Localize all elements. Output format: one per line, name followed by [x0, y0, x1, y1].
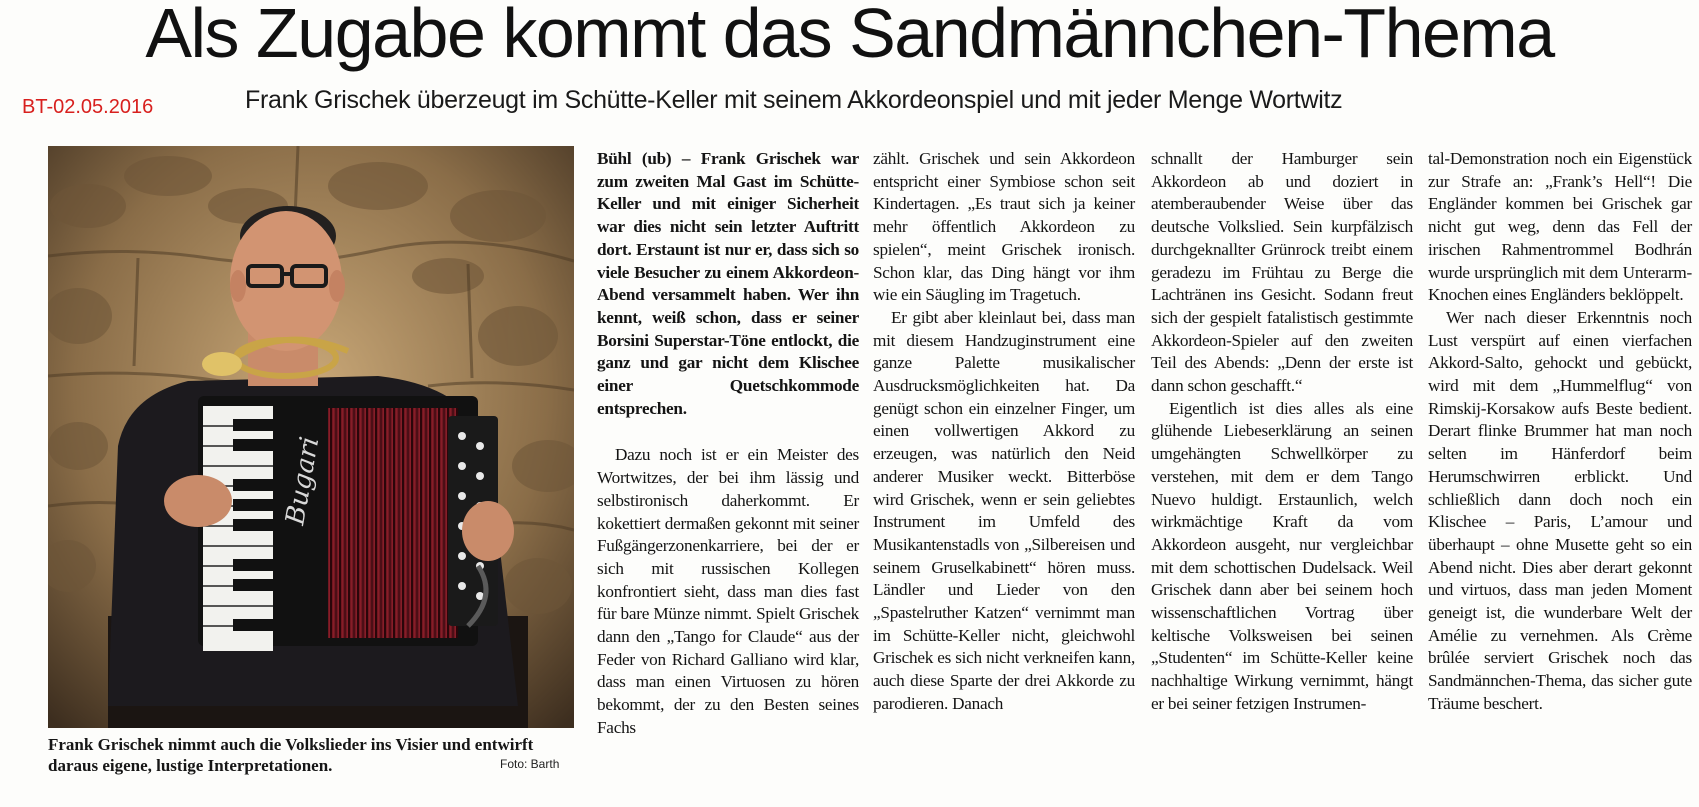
article-lead: Bühl (ub) – Frank Grischek war zum zweiten Mal Gast im Schütte-Keller und mit einiger Sicherheit war dies nicht sein letzter Auftritt dort. Erstaunt ist nur er, dass sich so viele Besucher zu einem Akkordeon-Abend versammelt haben. Wer ihn kennt, weiß schon, dass er seiner Borsini Superstar-Töne entlockt, die ganz und gar nicht dem Klischee einer Quetschkommode entsprechen.: [597, 149, 859, 418]
article-column-2: [873, 148, 1135, 716]
article-paragraph: Wer nach dieser Erkenntnis noch Lust verspürt auf einen vierfachen Akkord-Salto, gehockt und gebückt, wird mit dem „Hummelflug“ von Rimskij-Korsakow aufs Beste bedient. Derart flinke Brummer hat man noch selten im Hänferdorf beim Herumschwirren erblickt. Und schließlich dann doch noch ein Klischee – Paris, L’amour und überhaupt – ohne Musette geht so ein Abend nicht. Dies aber derart gekonnt und virtuos, dass man jeden Moment geneigt ist, die wunderbare Welt der Amélie zu vernehmen. Als Crème brûlée serviert Grischek noch das Sandmännchen-Thema, das sicher gute Träume beschert.: [1428, 307, 1692, 713]
article-paragraph: zählt. Grischek und sein Akkordeon entspricht einer Symbiose schon seit Kindertagen. „Es traut sich ja keiner mehr öffentlich Akkordeon zu spielen“, meint Grischek ironisch. Schon klar, das Ding hängt vor ihm wie ein Säugling im Tragetuch.: [873, 149, 1135, 305]
article-paragraph: schnallt der Hamburger sein Akkordeon ab und doziert in atemberaubender Weise über das deutsche Volkslied. Sein kurpfälzisch durchgeknallter Grünrock treibt einem geradezu im Frühtau zu Berge die Lachtränen ins Gesicht. Sodann freut sich der gespielt fatalistisch gestimmte Akkordeon-Spieler auf den zweiten Teil des Abends: „Denn der erste ist dann schon geschafft.“: [1151, 149, 1413, 396]
article-paragraph: tal-Demonstration noch ein Eigenstück zur Strafe an: „Frank’s Hell“! Die Engländer kommen bei Grischek gar nicht gut weg, denn das Fell der irischen Rahmentrommel Bodhrán wurde ursprünglich mit dem Unterarm-Knochen eines Engländers beklöppelt.: [1428, 149, 1692, 305]
publication-date: BT-02.05.2016: [22, 96, 154, 118]
article-paragraph: Eigentlich ist dies alles als eine glühende Liebeserklärung an seinen umgehängten Schwellkörper zu verstehen, mit dem er dem Tango Nuevo huldigt. Erstaunlich, welch wirkmächtige Kraft da vom Akkordeon ausgeht, nur vergleichbar mit dem schottischen Dudelsack. Weil Grischek dann aber bei seinem hoch wissenschaftlichen Vortrag über keltische Volksweisen bei seinen „Studenten“ im Schütte-Keller keine nachhaltige Wirkung vernimmt, hängt er bei seiner fetzigen Instrumen-: [1151, 398, 1413, 713]
article-column-3: [1151, 148, 1413, 716]
article-headline: Als Zugabe kommt das Sandmännchen-Thema: [145, 0, 1554, 72]
article-column-4: [1428, 148, 1692, 716]
article-photo: [48, 146, 574, 728]
photo-caption: Frank Grischek nimmt auch die Volkslieder ins Visier und entwirft daraus eigene, lustige Interpretationen.: [48, 735, 534, 775]
accordion-brand-logo: Bugari: [280, 434, 326, 528]
article-paragraph: Dazu noch ist er ein Meister des Wortwitzes, der bei ihm lässig und selbstironisch daherkommt. Er kokettiert dermaßen gekonnt mit seiner Fußgängerzonenkarriere, bei der er sich mit russischen Kollegen konfrontiert sieht, dass man dies fast für bare Münze nimmt. Spielt Grischek dann den „Tango for Claude“ aus der Feder von Richard Galliano wird klar, dass man einen Virtuosen zu hören bekommt, der zu den Besten seines Fachs: [597, 445, 859, 737]
photo-credit: Foto: Barth: [500, 757, 560, 771]
article-subheadline: Frank Grischek überzeugt im Schütte-Keller mit seinem Akkordeonspiel und mit jeder Menge Wortwitz: [245, 86, 1343, 114]
article-column-1: [597, 148, 859, 740]
article-paragraph: Er gibt aber kleinlaut bei, dass man mit diesem Handzuginstrument eine ganze Palette musikalischer Ausdrucksmöglichkeiten hat. Da genügt schon ein einzelner Finger, um einen vollwertigen Akkord zu erzeugen, was natürlich den Neid anderer Musiker weckt. Bitterböse wird Grischek, wenn er sein geliebtes Instrument im Umfeld des Musikantenstadls von „Silbereisen und seinem Gruselkabinett“ hören muss. Ländler und Lieder von den „Spastelruther Katzen“ vernimmt man im Schütte-Keller nicht, gleichwohl Grischek es sich nicht verkneifen kann, auch diese Sparte der drei Akkorde zu parodieren. Danach: [873, 307, 1135, 713]
